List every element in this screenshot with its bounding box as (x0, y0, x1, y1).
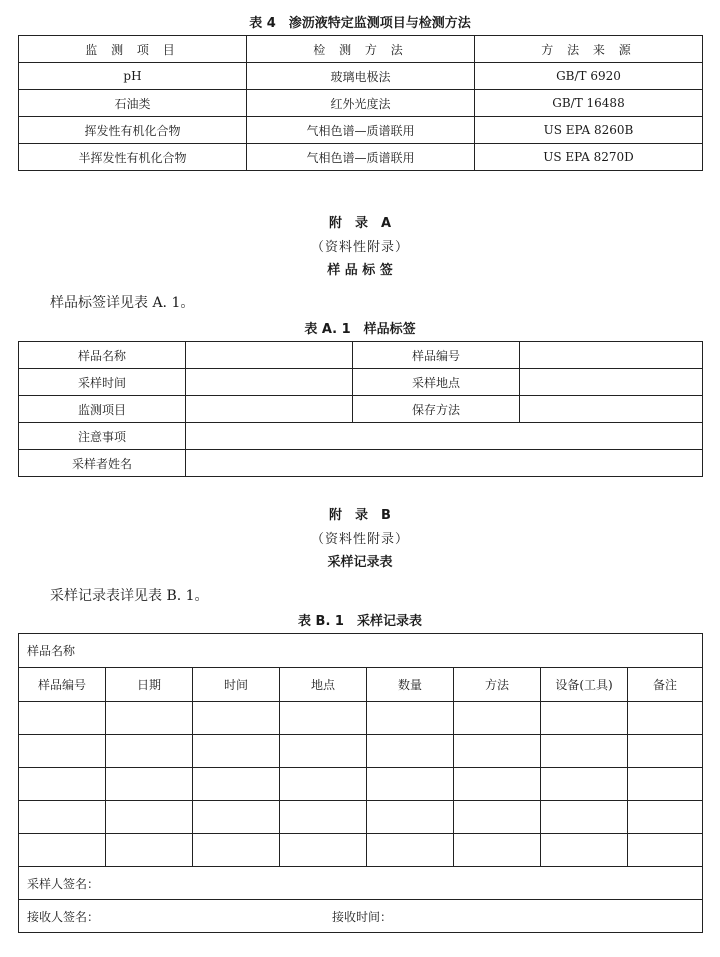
sampler-sign-label: 采样人签名： (19, 867, 703, 900)
table-cell: pH (19, 63, 247, 90)
value-cell (186, 396, 353, 423)
table4-caption: 表 4 渗沥液特定监测项目与检测方法 (249, 16, 471, 31)
table-cell: US EPA 8270D (475, 144, 703, 171)
table-row (19, 735, 703, 768)
appendix-b-heading: 附 录 B (329, 508, 391, 523)
column-header: 方法 (454, 668, 541, 702)
blank-cell (193, 768, 280, 801)
blank-cell (280, 834, 367, 867)
blank-cell (454, 768, 541, 801)
blank-cell (628, 735, 703, 768)
blank-cell (541, 768, 628, 801)
column-header: 日期 (106, 668, 193, 702)
blank-cell (19, 834, 106, 867)
blank-cell (367, 768, 454, 801)
blank-cell (19, 768, 106, 801)
table-row (19, 90, 703, 117)
table-row (19, 702, 703, 735)
table-row (19, 450, 703, 477)
column-header: 时间 (193, 668, 280, 702)
blank-cell (19, 801, 106, 834)
blank-cell (628, 768, 703, 801)
appendix-b-name: 采样记录表 (327, 555, 393, 570)
table-row (19, 342, 703, 369)
table-b1-header-row (19, 668, 703, 702)
appendix-b-intro: 采样记录表详见表 B. 1。 (50, 588, 209, 604)
blank-cell (280, 768, 367, 801)
value-cell (186, 342, 353, 369)
blank-cell (541, 735, 628, 768)
table-a1 (18, 341, 703, 477)
table-cell: GB/T 6920 (475, 63, 703, 90)
blank-cell (193, 801, 280, 834)
blank-cell (454, 735, 541, 768)
blank-cell (628, 702, 703, 735)
table-b1 (18, 633, 703, 933)
blank-cell (367, 735, 454, 768)
table-cell: 红外光度法 (247, 90, 475, 117)
table-row (19, 801, 703, 834)
blank-cell (106, 735, 193, 768)
value-cell (520, 396, 703, 423)
appendix-a-heading: 附 录 A (328, 216, 392, 231)
table-row (19, 144, 703, 171)
column-header: 备注 (628, 668, 703, 702)
blank-cell (106, 768, 193, 801)
label-cell: 保存方法 (353, 396, 520, 423)
table-row (19, 369, 703, 396)
blank-cell (541, 801, 628, 834)
receiver-row (19, 900, 703, 933)
blank-cell (454, 834, 541, 867)
table-row (19, 867, 703, 900)
blank-cell (541, 702, 628, 735)
blank-cell (193, 735, 280, 768)
table4 (18, 35, 703, 171)
value-cell (186, 423, 703, 450)
appendix-b-note: （资料性附录） (310, 532, 409, 547)
table-row (19, 900, 703, 933)
blank-cell (454, 702, 541, 735)
column-header: 设备(工具) (541, 668, 628, 702)
blank-cell (541, 834, 628, 867)
table-row (19, 396, 703, 423)
table4-header-cell: 检 测 方 法 (247, 36, 475, 63)
table-cell: 挥发性有机化合物 (19, 117, 247, 144)
column-header: 样品编号 (19, 668, 106, 702)
blank-cell (628, 834, 703, 867)
label-cell: 采样时间 (19, 369, 186, 396)
table-cell: 玻璃电极法 (247, 63, 475, 90)
table-row (19, 768, 703, 801)
blank-cell (367, 801, 454, 834)
value-cell (186, 369, 353, 396)
blank-cell (193, 702, 280, 735)
table4-header-cell: 监 测 项 目 (19, 36, 247, 63)
value-cell (186, 450, 703, 477)
table-row (19, 423, 703, 450)
blank-cell (280, 702, 367, 735)
table-cell: 石油类 (19, 90, 247, 117)
blank-cell (19, 702, 106, 735)
table-cell: 气相色谱—质谱联用 (247, 144, 475, 171)
blank-cell (628, 801, 703, 834)
label-cell: 样品编号 (353, 342, 520, 369)
blank-cell (280, 735, 367, 768)
blank-cell (367, 834, 454, 867)
table-cell: 气相色谱—质谱联用 (247, 117, 475, 144)
table-row (19, 117, 703, 144)
table4-header-cell: 方 法 来 源 (475, 36, 703, 63)
blank-cell (280, 801, 367, 834)
appendix-a-intro: 样品标签详见表 A. 1。 (50, 295, 195, 311)
table-b1-caption: 表 B. 1 采样记录表 (298, 614, 422, 629)
blank-cell (106, 801, 193, 834)
table-cell: US EPA 8260B (475, 117, 703, 144)
table-row (19, 63, 703, 90)
blank-cell (19, 735, 106, 768)
blank-cell (106, 702, 193, 735)
label-cell: 监测项目 (19, 396, 186, 423)
column-header: 地点 (280, 668, 367, 702)
table-cell: GB/T 16488 (475, 90, 703, 117)
receive-time-label: 接收时间： (332, 909, 393, 924)
table-row (19, 834, 703, 867)
label-cell: 样品名称 (19, 342, 186, 369)
table-row (19, 634, 703, 668)
column-header: 数量 (367, 668, 454, 702)
table-a1-caption: 表 A. 1 样品标签 (304, 322, 416, 337)
label-cell: 注意事项 (19, 423, 186, 450)
appendix-a-name: 样 品 标 签 (327, 263, 393, 278)
value-cell (520, 369, 703, 396)
value-cell (520, 342, 703, 369)
blank-cell (193, 834, 280, 867)
appendix-a-note: （资料性附录） (310, 240, 409, 255)
sample-name-label: 样品名称 (19, 634, 703, 668)
label-cell: 采样地点 (353, 369, 520, 396)
blank-cell (454, 801, 541, 834)
label-cell: 采样者姓名 (19, 450, 186, 477)
receiver-sign-label: 接收人签名： (27, 909, 100, 924)
table4-header-row (19, 36, 703, 63)
table-cell: 半挥发性有机化合物 (19, 144, 247, 171)
blank-cell (367, 702, 454, 735)
blank-cell (106, 834, 193, 867)
